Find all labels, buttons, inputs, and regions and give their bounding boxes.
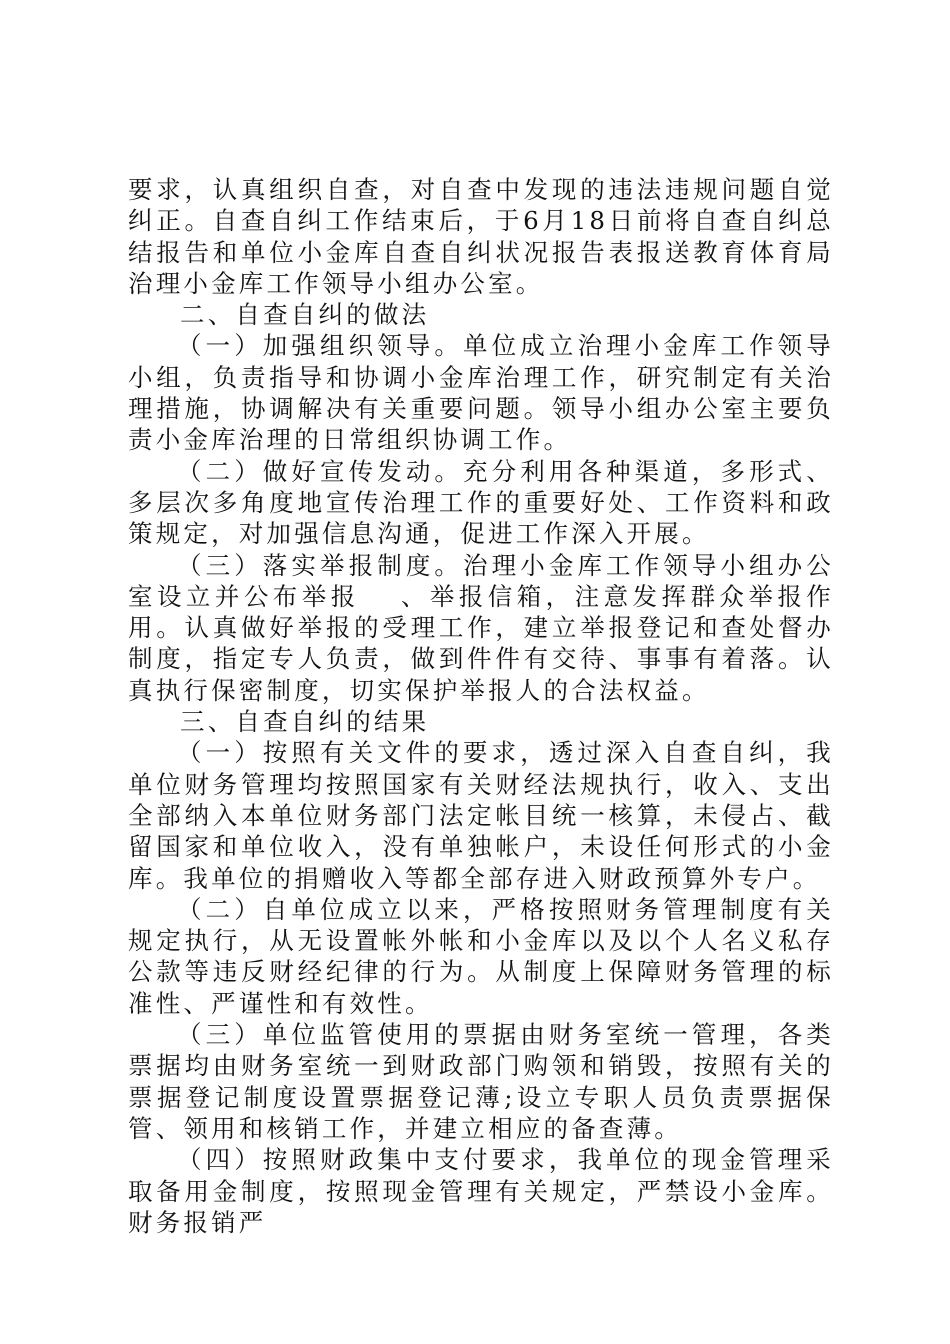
paragraph-continuation: 要求，认真组织自查，对自查中发现的违法违规问题自觉纠正。自查自纠工作结束后，于6月18日前将自查自纠总结报告和单位小金库自查自纠状况报告表报送教育体育局治理小金库工作领导小组办公室。 [128, 175, 834, 298]
paragraph-reporting: （三）落实举报制度。治理小金库工作领导小组办公室设立并公布举报 、举报信箱，注意发挥群众举报作用。认真做好举报的受理工作，建立举报登记和查处督办制度，指定专人负责，做到件件有交待、事事有着落。认真执行保密制度，切实保护举报人的合法权益。 [128, 550, 834, 705]
paragraph-publicity: （二）做好宣传发动。充分利用各种渠道，多形式、多层次多角度地宣传治理工作的重要好处、工作资料和政策规定，对加强信息沟通，促进工作深入开展。 [128, 456, 834, 549]
document-page [128, 174, 834, 1238]
paragraph-result-4: （四）按照财政集中支付要求，我单位的现金管理采取备用金制度，按照现金管理有关规定，严禁设小金库。财务报销严 [128, 1145, 834, 1237]
paragraph-organization: （一）加强组织领导。单位成立治理小金库工作领导小组，负责指导和协调小金库治理工作，研究制定有关治理措施，协调解决有关重要问题。领导小组办公室主要负责小金库治理的日常组织协调工作。 [128, 331, 834, 455]
paragraph-result-1: （一）按照有关文件的要求，透过深入自查自纠，我单位财务管理均按照国家有关财经法规执行，收入、支出全部纳入本单位财务部门法定帐目统一核算，未侵占、截留国家和单位收入，没有单独帐户，未设任何形式的小金库。我单位的捐赠收入等都全部存进入财政预算外专户。 [128, 738, 834, 893]
section-heading-3: 三、自查自纠的结果 [180, 707, 430, 737]
section-heading-2: 二、自查自纠的做法 [180, 300, 430, 330]
paragraph-result-2: （二）自单位成立以来，严格按照财务管理制度有关规定执行，从无设置帐外帐和小金库以及以个人名义私存公款等违反财经纪律的行为。从制度上保障财务管理的标准性、严谨性和有效性。 [128, 894, 834, 1018]
paragraph-result-3: （三）单位监管使用的票据由财务室统一管理，各类票据均由财务室统一到财政部门购领和销毁，按照有关的票据登记制度设置票据登记薄;设立专职人员负责票据保管、领用和核销工作，并建立相应的备查薄。 [128, 1020, 834, 1143]
